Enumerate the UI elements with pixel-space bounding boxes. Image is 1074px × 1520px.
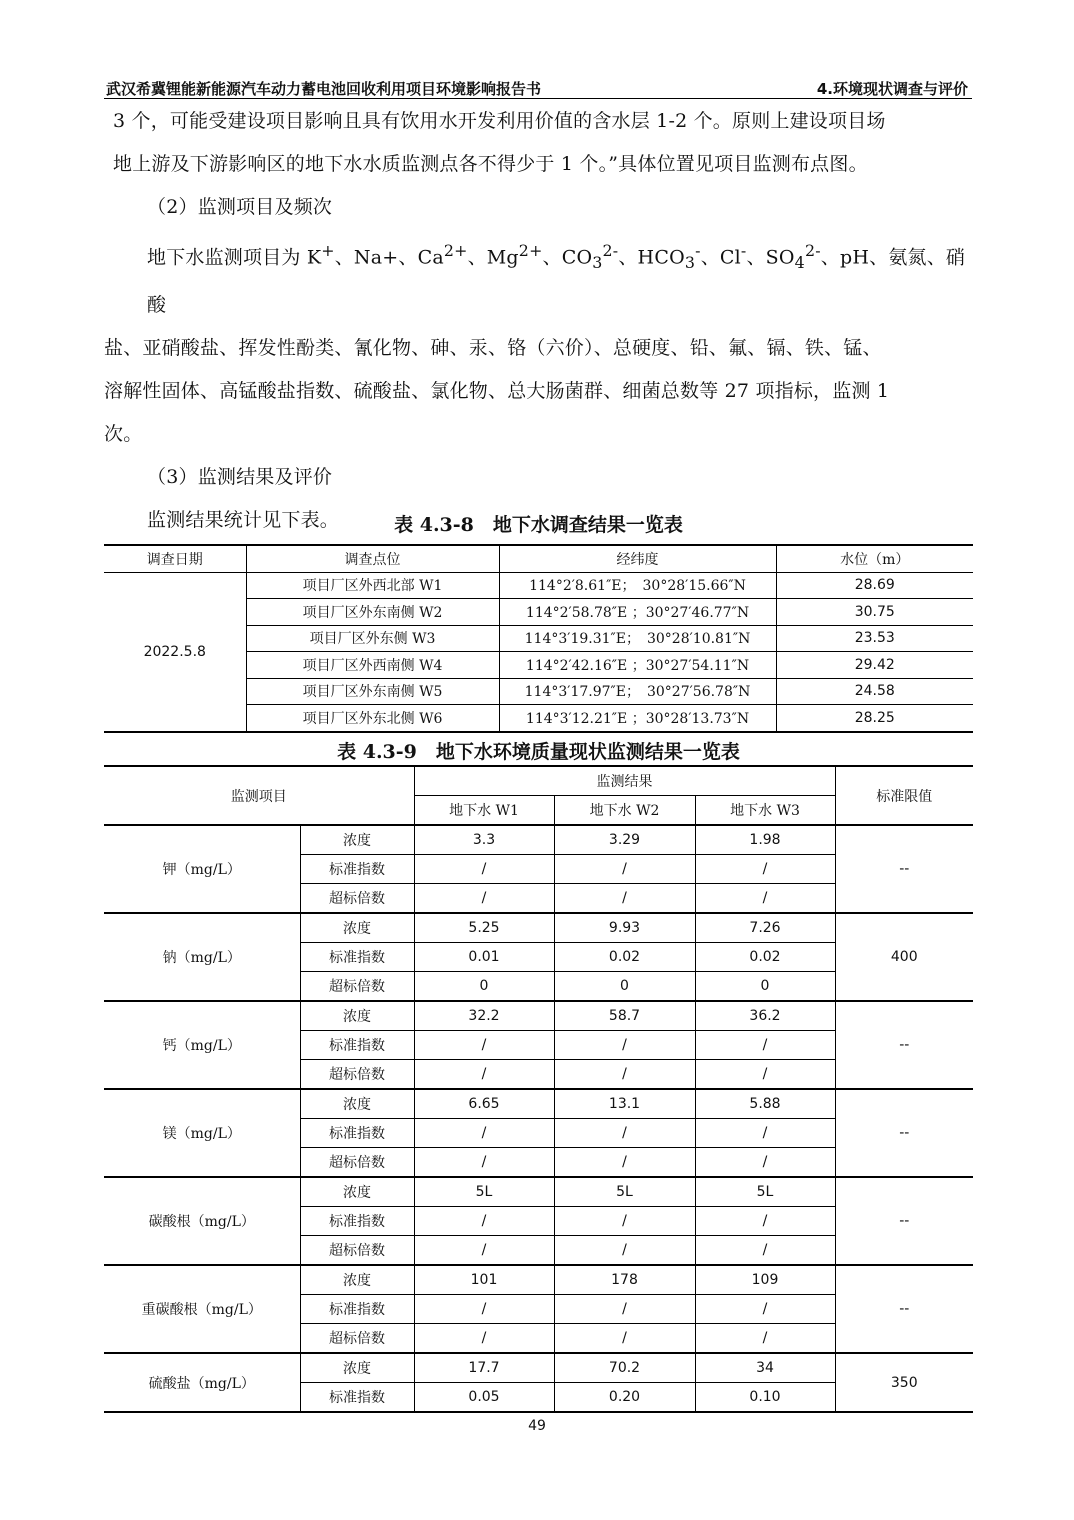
footer-rule xyxy=(104,1412,973,1413)
section-heading: （3）监测结果及评价 xyxy=(147,466,333,489)
table-header-row xyxy=(104,545,973,572)
value-cell: 34 xyxy=(695,1353,835,1383)
document-title: 武汉希冀锂能新能源汽车动力蓄电池回收利用项目环境影响报告书 xyxy=(106,80,542,98)
metric-label-cell: 浓度 xyxy=(300,1353,414,1383)
coordinate-cell: 114°3′19.31″E； 30°28′10.81″N xyxy=(499,625,776,652)
metric-label-cell: 标准指数 xyxy=(300,943,414,972)
value-cell: / xyxy=(554,855,695,884)
value-cell: / xyxy=(414,855,554,884)
value-cell: 5.88 xyxy=(695,1089,835,1119)
limit-cell: -- xyxy=(835,1001,973,1089)
value-cell: / xyxy=(554,1295,695,1324)
value-cell: / xyxy=(695,1207,835,1236)
table-row xyxy=(104,1001,973,1031)
value-cell: / xyxy=(554,884,695,914)
metric-label-cell: 浓度 xyxy=(300,1177,414,1207)
parameter-cell: 硫酸盐（mg/L） xyxy=(104,1353,300,1412)
value-cell: / xyxy=(695,1060,835,1090)
metric-label-cell: 浓度 xyxy=(300,1001,414,1031)
value-cell: 109 xyxy=(695,1265,835,1295)
metric-label-cell: 超标倍数 xyxy=(300,972,414,1002)
groundwater-quality-table xyxy=(104,765,973,1413)
value-cell: 0.02 xyxy=(554,943,695,972)
value-cell: 101 xyxy=(414,1265,554,1295)
table-row xyxy=(104,825,973,855)
value-cell: 0 xyxy=(414,972,554,1002)
value-cell: 0.02 xyxy=(695,943,835,972)
value-cell: / xyxy=(414,1295,554,1324)
site-cell: 项目厂区外东南侧 W2 xyxy=(246,599,499,626)
table-caption: 表 4.3-8 地下水调查结果一览表 xyxy=(394,514,683,536)
metric-label-cell: 超标倍数 xyxy=(300,884,414,914)
value-cell: 0.20 xyxy=(554,1383,695,1413)
header-cell: 经纬度 xyxy=(499,545,776,572)
metric-label-cell: 浓度 xyxy=(300,913,414,943)
coordinate-cell: 114°2′58.78″E ；30°27′46.77″N xyxy=(499,599,776,626)
table-row xyxy=(104,1265,973,1295)
value-cell: / xyxy=(695,1031,835,1060)
coordinate-cell: 114°3′12.21″E ；30°28′13.73″N xyxy=(499,705,776,732)
table-caption: 表 4.3-9 地下水环境质量现状监测结果一览表 xyxy=(337,741,740,763)
value-cell: / xyxy=(695,855,835,884)
value-cell: / xyxy=(695,884,835,914)
table-row xyxy=(104,1089,973,1119)
value-cell: 13.1 xyxy=(554,1089,695,1119)
header-cell: 调查日期 xyxy=(104,545,246,572)
value-cell: 58.7 xyxy=(554,1001,695,1031)
value-cell: 178 xyxy=(554,1265,695,1295)
water-level-cell: 29.42 xyxy=(776,652,973,679)
limit-cell: 400 xyxy=(835,913,973,1001)
site-cell: 项目厂区外西南侧 W4 xyxy=(246,652,499,679)
metric-label-cell: 标准指数 xyxy=(300,1119,414,1148)
metric-label-cell: 浓度 xyxy=(300,1089,414,1119)
value-cell: 0.01 xyxy=(414,943,554,972)
header-cell: 监测项目 xyxy=(104,766,414,825)
paragraph-line: 地下水监测项目为 K+、Na+、$Ca^{2+}$、$Mg^{2+}$、$CO_3^{2-}$、$HCO_3^-$、Cl-、$SO_4^{2-}$、pH、氨氮、硝酸 xyxy=(147,241,966,317)
value-cell: / xyxy=(695,1324,835,1354)
value-cell: 32.2 xyxy=(414,1001,554,1031)
coordinate-cell: 114°2′42.16″E ；30°27′54.11″N xyxy=(499,652,776,679)
value-cell: / xyxy=(414,1148,554,1178)
value-cell: / xyxy=(414,1060,554,1090)
parameter-cell: 碳酸根（mg/L） xyxy=(104,1177,300,1265)
site-cell: 项目厂区外东南侧 W5 xyxy=(246,678,499,705)
value-cell: 0.10 xyxy=(695,1383,835,1413)
paragraph-line: 溶解性固体、高锰酸盐指数、硫酸盐、氯化物、总大肠菌群、细菌总数等 27 项指标，监测 1 xyxy=(104,380,890,403)
site-cell: 项目厂区外东侧 W3 xyxy=(246,625,499,652)
value-cell: 7.26 xyxy=(695,913,835,943)
value-cell: / xyxy=(554,1324,695,1354)
table-row xyxy=(104,913,973,943)
metric-label-cell: 标准指数 xyxy=(300,855,414,884)
value-cell: / xyxy=(554,1060,695,1090)
value-cell: 6.65 xyxy=(414,1089,554,1119)
metric-label-cell: 标准指数 xyxy=(300,1031,414,1060)
value-cell: 70.2 xyxy=(554,1353,695,1383)
paragraph-line: 地上游及下游影响区的地下水水质监测点各不得少于 1 个。”具体位置见项目监测布点图。 xyxy=(113,153,868,175)
coordinate-cell: 114°3′17.97″E； 30°27′56.78″N xyxy=(499,678,776,705)
paragraph-line: 监测结果统计见下表。 xyxy=(147,509,340,532)
metric-label-cell: 标准指数 xyxy=(300,1383,414,1413)
header-cell: 地下水 W1 xyxy=(414,796,554,826)
limit-cell: 350 xyxy=(835,1353,973,1412)
value-cell: 0.05 xyxy=(414,1383,554,1413)
table-row xyxy=(104,572,973,599)
metric-label-cell: 超标倍数 xyxy=(300,1324,414,1354)
groundwater-survey-table xyxy=(104,544,973,733)
value-cell: / xyxy=(554,1148,695,1178)
value-cell: 5L xyxy=(554,1177,695,1207)
water-level-cell: 23.53 xyxy=(776,625,973,652)
parameter-cell: 钙（mg/L） xyxy=(104,1001,300,1089)
page-header xyxy=(104,76,972,99)
value-cell: 5L xyxy=(414,1177,554,1207)
value-cell: / xyxy=(695,1295,835,1324)
metric-label-cell: 超标倍数 xyxy=(300,1148,414,1178)
chapter-title: 4.环境现状调查与评价 xyxy=(816,80,968,98)
value-cell: / xyxy=(414,1207,554,1236)
metric-label-cell: 标准指数 xyxy=(300,1207,414,1236)
metric-label-cell: 超标倍数 xyxy=(300,1236,414,1266)
metric-label-cell: 标准指数 xyxy=(300,1295,414,1324)
water-level-cell: 30.75 xyxy=(776,599,973,626)
parameter-cell: 钠（mg/L） xyxy=(104,913,300,1001)
limit-cell: -- xyxy=(835,1265,973,1353)
table-row xyxy=(104,1177,973,1207)
water-level-cell: 28.25 xyxy=(776,705,973,732)
value-cell: 17.7 xyxy=(414,1353,554,1383)
header-cell: 地下水 W2 xyxy=(554,796,695,826)
value-cell: / xyxy=(554,1236,695,1266)
value-cell: / xyxy=(414,884,554,914)
parameter-cell: 镁（mg/L） xyxy=(104,1089,300,1177)
water-level-cell: 28.69 xyxy=(776,572,973,599)
table-row xyxy=(104,1353,973,1383)
value-cell: 3.29 xyxy=(554,825,695,855)
value-cell: 5L xyxy=(695,1177,835,1207)
paragraph-line: 次。 xyxy=(104,423,143,446)
value-cell: / xyxy=(695,1148,835,1178)
header-cell: 监测结果 xyxy=(414,766,835,796)
limit-cell: -- xyxy=(835,1177,973,1265)
value-cell: / xyxy=(554,1031,695,1060)
header-cell: 地下水 W3 xyxy=(695,796,835,826)
page-number: 49 xyxy=(528,1418,546,1434)
table-header-row xyxy=(104,766,973,796)
value-cell: 3.3 xyxy=(414,825,554,855)
parameter-cell: 重碳酸根（mg/L） xyxy=(104,1265,300,1353)
value-cell: 36.2 xyxy=(695,1001,835,1031)
value-cell: / xyxy=(414,1119,554,1148)
header-cell: 标准限值 xyxy=(835,766,973,825)
value-cell: / xyxy=(554,1207,695,1236)
metric-label-cell: 超标倍数 xyxy=(300,1060,414,1090)
value-cell: / xyxy=(554,1119,695,1148)
limit-cell: -- xyxy=(835,1089,973,1177)
site-cell: 项目厂区外东北侧 W6 xyxy=(246,705,499,732)
parameter-cell: 钾（mg/L） xyxy=(104,825,300,913)
site-cell: 项目厂区外西北部 W1 xyxy=(246,572,499,599)
water-level-cell: 24.58 xyxy=(776,678,973,705)
value-cell: 9.93 xyxy=(554,913,695,943)
value-cell: 0 xyxy=(695,972,835,1002)
paragraph-line: 盐、亚硝酸盐、挥发性酚类、氰化物、砷、汞、铬（六价）、总硬度、铅、氟、镉、铁、锰、 xyxy=(104,337,882,360)
metric-label-cell: 浓度 xyxy=(300,825,414,855)
value-cell: 5.25 xyxy=(414,913,554,943)
header-cell: 水位（m） xyxy=(776,545,973,572)
section-heading: （2）监测项目及频次 xyxy=(147,196,333,218)
metric-label-cell: 浓度 xyxy=(300,1265,414,1295)
paragraph-line: 3 个，可能受建设项目影响且具有饮用水开发利用价值的含水层 1-2 个。原则上建设项目场 xyxy=(113,110,886,132)
value-cell: / xyxy=(414,1031,554,1060)
value-cell: / xyxy=(695,1236,835,1266)
header-cell: 调查点位 xyxy=(246,545,499,572)
coordinate-cell: 114°2′8.61″E； 30°28′15.66″N xyxy=(499,572,776,599)
value-cell: / xyxy=(414,1324,554,1354)
body-text xyxy=(104,100,974,542)
value-cell: / xyxy=(414,1236,554,1266)
limit-cell: -- xyxy=(835,825,973,913)
value-cell: 0 xyxy=(554,972,695,1002)
date-cell: 2022.5.8 xyxy=(104,572,246,732)
value-cell: 1.98 xyxy=(695,825,835,855)
value-cell: / xyxy=(695,1119,835,1148)
